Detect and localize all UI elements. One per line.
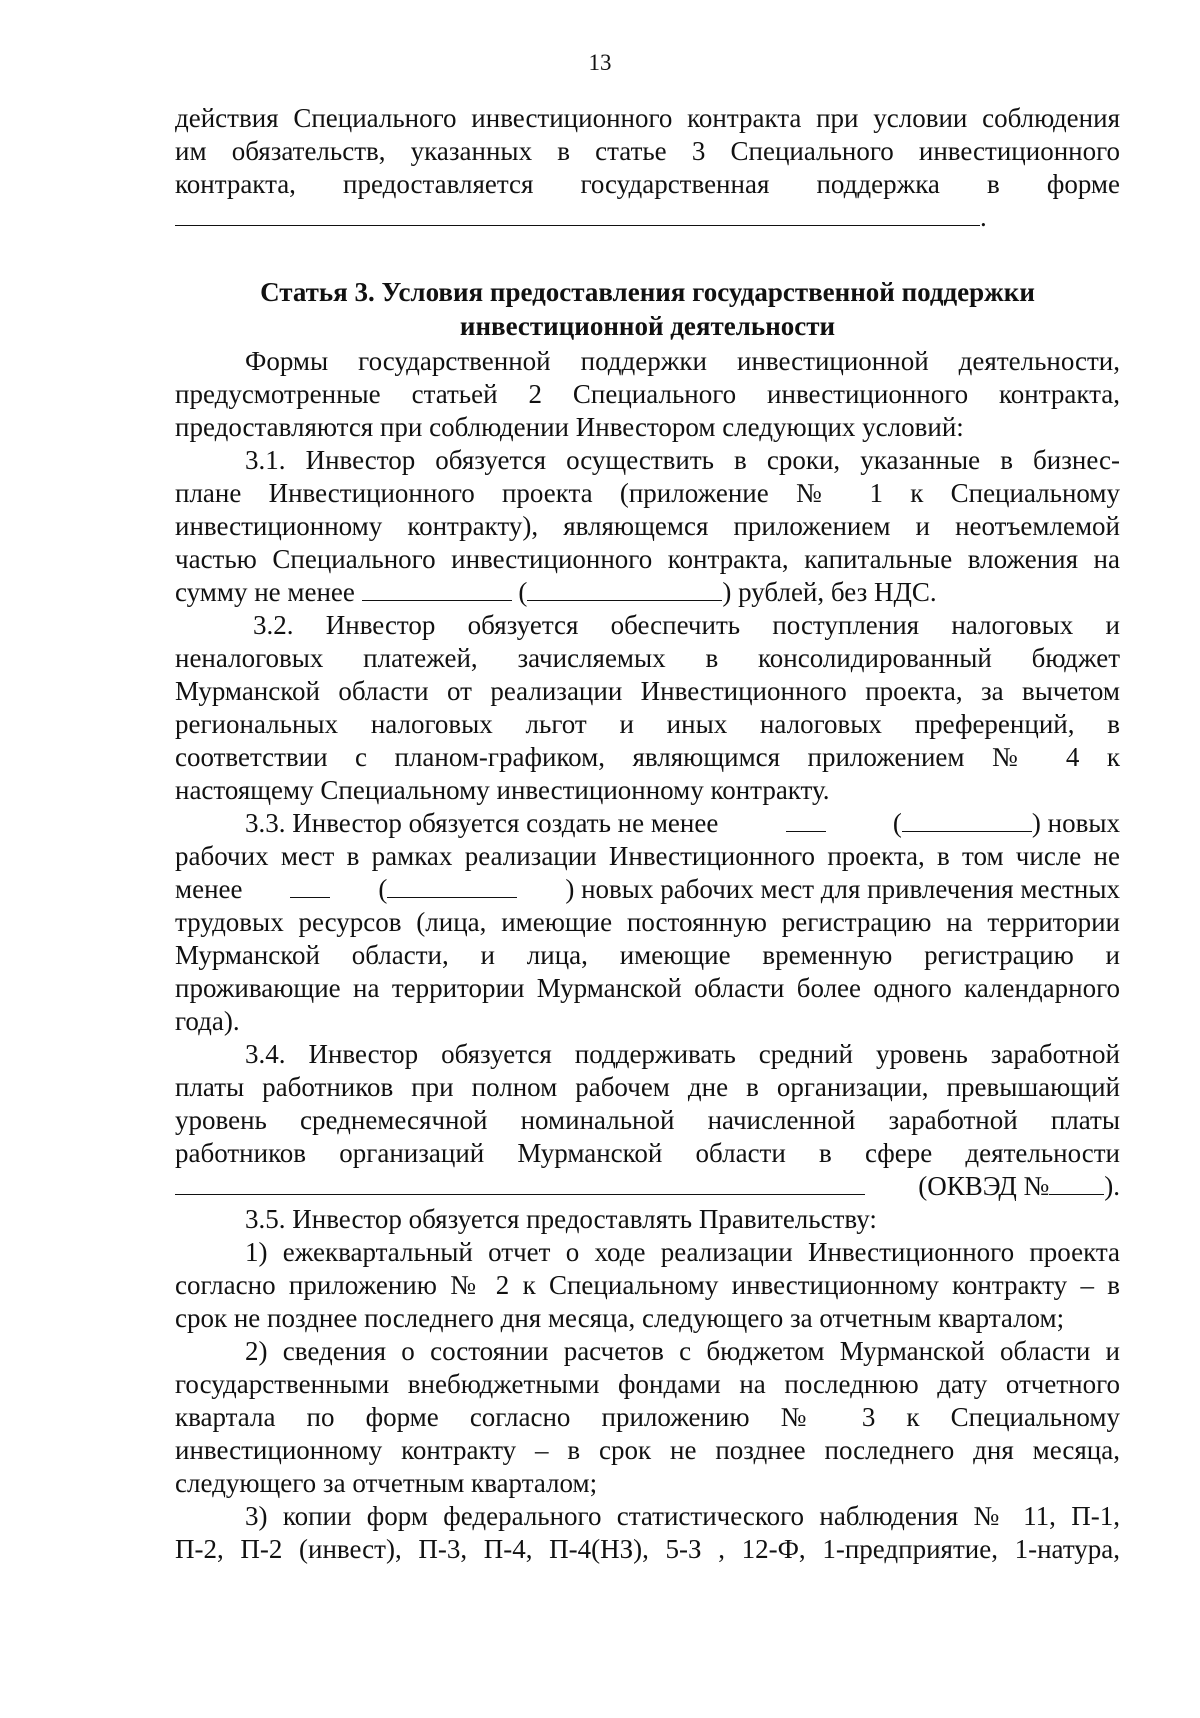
text-line: трудовых ресурсов (лица, имеющие постоянную регистрацию на территории (175, 907, 1120, 937)
fill-in-blank (387, 873, 517, 898)
text-line-with-blank: . (175, 201, 1120, 234)
text-line: уровень среднемесячной номинальной начисленной заработной платы (175, 1105, 1120, 1135)
text-line: инвестиционному контракту), являющемся приложением и неотъемлемой (175, 511, 1120, 541)
text-line: неналоговых платежей, зачисляемых в консолидированный бюджет (175, 643, 1120, 673)
text-line: государственными внебюджетными фондами на последнюю дату отчетного (175, 1369, 1120, 1399)
text-line: 3.1. Инвестор обязуется осуществить в сроки, указанные в бизнес- (245, 445, 1120, 475)
fill-in-blank (1049, 1170, 1104, 1195)
text-line: согласно приложению № 2 к Специальному инвестиционному контракту – в (175, 1270, 1120, 1300)
text-line: контракта, предоставляется государственная поддержка в форме (175, 169, 1120, 199)
heading-line: Статья 3. Условия предоставления государственной поддержки (260, 277, 1035, 307)
article3-body (175, 345, 1120, 1566)
text-line: плане Инвестиционного проекта (приложение № 1 к Специальному (175, 478, 1120, 508)
text-line: им обязательств, указанных в статье 3 Специального инвестиционного (175, 136, 1120, 166)
text-line: 2) сведения о состоянии расчетов с бюджетом Мурманской области и (245, 1336, 1120, 1366)
text-line-with-blanks: 3.3. Инвестор обязуется создать не менее ( ) новых (245, 808, 1120, 838)
text-line: инвестиционному контракту – в срок не позднее последнего дня месяца, (175, 1435, 1120, 1465)
text-line: рабочих мест в рамках реализации Инвестиционного проекта, в том числе не (175, 841, 1120, 871)
text-line-with-blanks: менее ( ) новых рабочих мест для привлечения местных (175, 874, 1120, 904)
text-line: предусмотренные статьей 2 Специального инвестиционного контракта, (175, 379, 1120, 409)
article3-heading (175, 275, 1120, 343)
text-line: 1) ежеквартальный отчет о ходе реализации Инвестиционного проекта (245, 1237, 1120, 1267)
article2-continuation (175, 102, 1120, 234)
fill-in-blank (175, 1170, 865, 1195)
text-line: 3.2. Инвестор обязуется обеспечить поступления налоговых и (253, 610, 1120, 640)
text-line: предоставляются при соблюдении Инвестором следующих условий: (175, 412, 964, 442)
heading-line: инвестиционной деятельности (459, 311, 836, 341)
text-line: 3.5. Инвестор обязуется предоставлять Правительству: (245, 1204, 877, 1234)
text-line: года). (175, 1006, 240, 1036)
text-line: соответствии с планом-графиком, являющимся приложением № 4 к (175, 742, 1120, 772)
text-line: Мурманской области, и лица, имеющие временную регистрацию и (175, 940, 1120, 970)
text-line: П-2, П-2 (инвест), П-3, П-4, П-4(НЗ), 5-З , 12-Ф, 1-предприятие, 1-натура, (175, 1534, 1120, 1564)
fill-in-blank (527, 576, 722, 601)
text-line: Мурманской области от реализации Инвестиционного проекта, за вычетом (175, 676, 1120, 706)
fill-in-blank (175, 201, 980, 226)
text-line: Формы государственной поддержки инвестиционной деятельности, (245, 346, 1120, 376)
text-line: настоящему Специальному инвестиционному контракту. (175, 775, 830, 805)
text-line: частью Специального инвестиционного контракта, капитальные вложения на (175, 544, 1120, 574)
text-line: проживающие на территории Мурманской области более одного календарного (175, 973, 1120, 1003)
fill-in-blank (362, 576, 512, 601)
text-line-with-blanks: сумму не менее ( ) рублей, без НДС. (175, 577, 937, 607)
fill-in-blank (290, 873, 330, 898)
fill-in-blank (902, 807, 1032, 832)
text-line: 3.4. Инвестор обязуется поддерживать средний уровень заработной (245, 1039, 1120, 1069)
text-line: работников организаций Мурманской области в сфере деятельности (175, 1138, 1120, 1168)
text-line: срок не позднее последнего дня месяца, следующего за отчетным кварталом; (175, 1303, 1065, 1333)
text-line-with-blanks: (ОКВЭД № ). (175, 1170, 1120, 1203)
fill-in-blank (786, 807, 826, 832)
text-line: квартала по форме согласно приложению № 3 к Специальному (175, 1402, 1120, 1432)
text-line: 3) копии форм федерального статистического наблюдения № 11, П-1, (245, 1501, 1120, 1531)
page-number: 13 (588, 50, 612, 75)
text-line: платы работников при полном рабочем дне в организации, превышающий (175, 1072, 1120, 1102)
text-line: региональных налоговых льгот и иных налоговых преференций, в (175, 709, 1120, 739)
text-line: следующего за отчетным кварталом; (175, 1468, 598, 1498)
text-line: действия Специального инвестиционного контракта при условии соблюдения (175, 103, 1120, 133)
